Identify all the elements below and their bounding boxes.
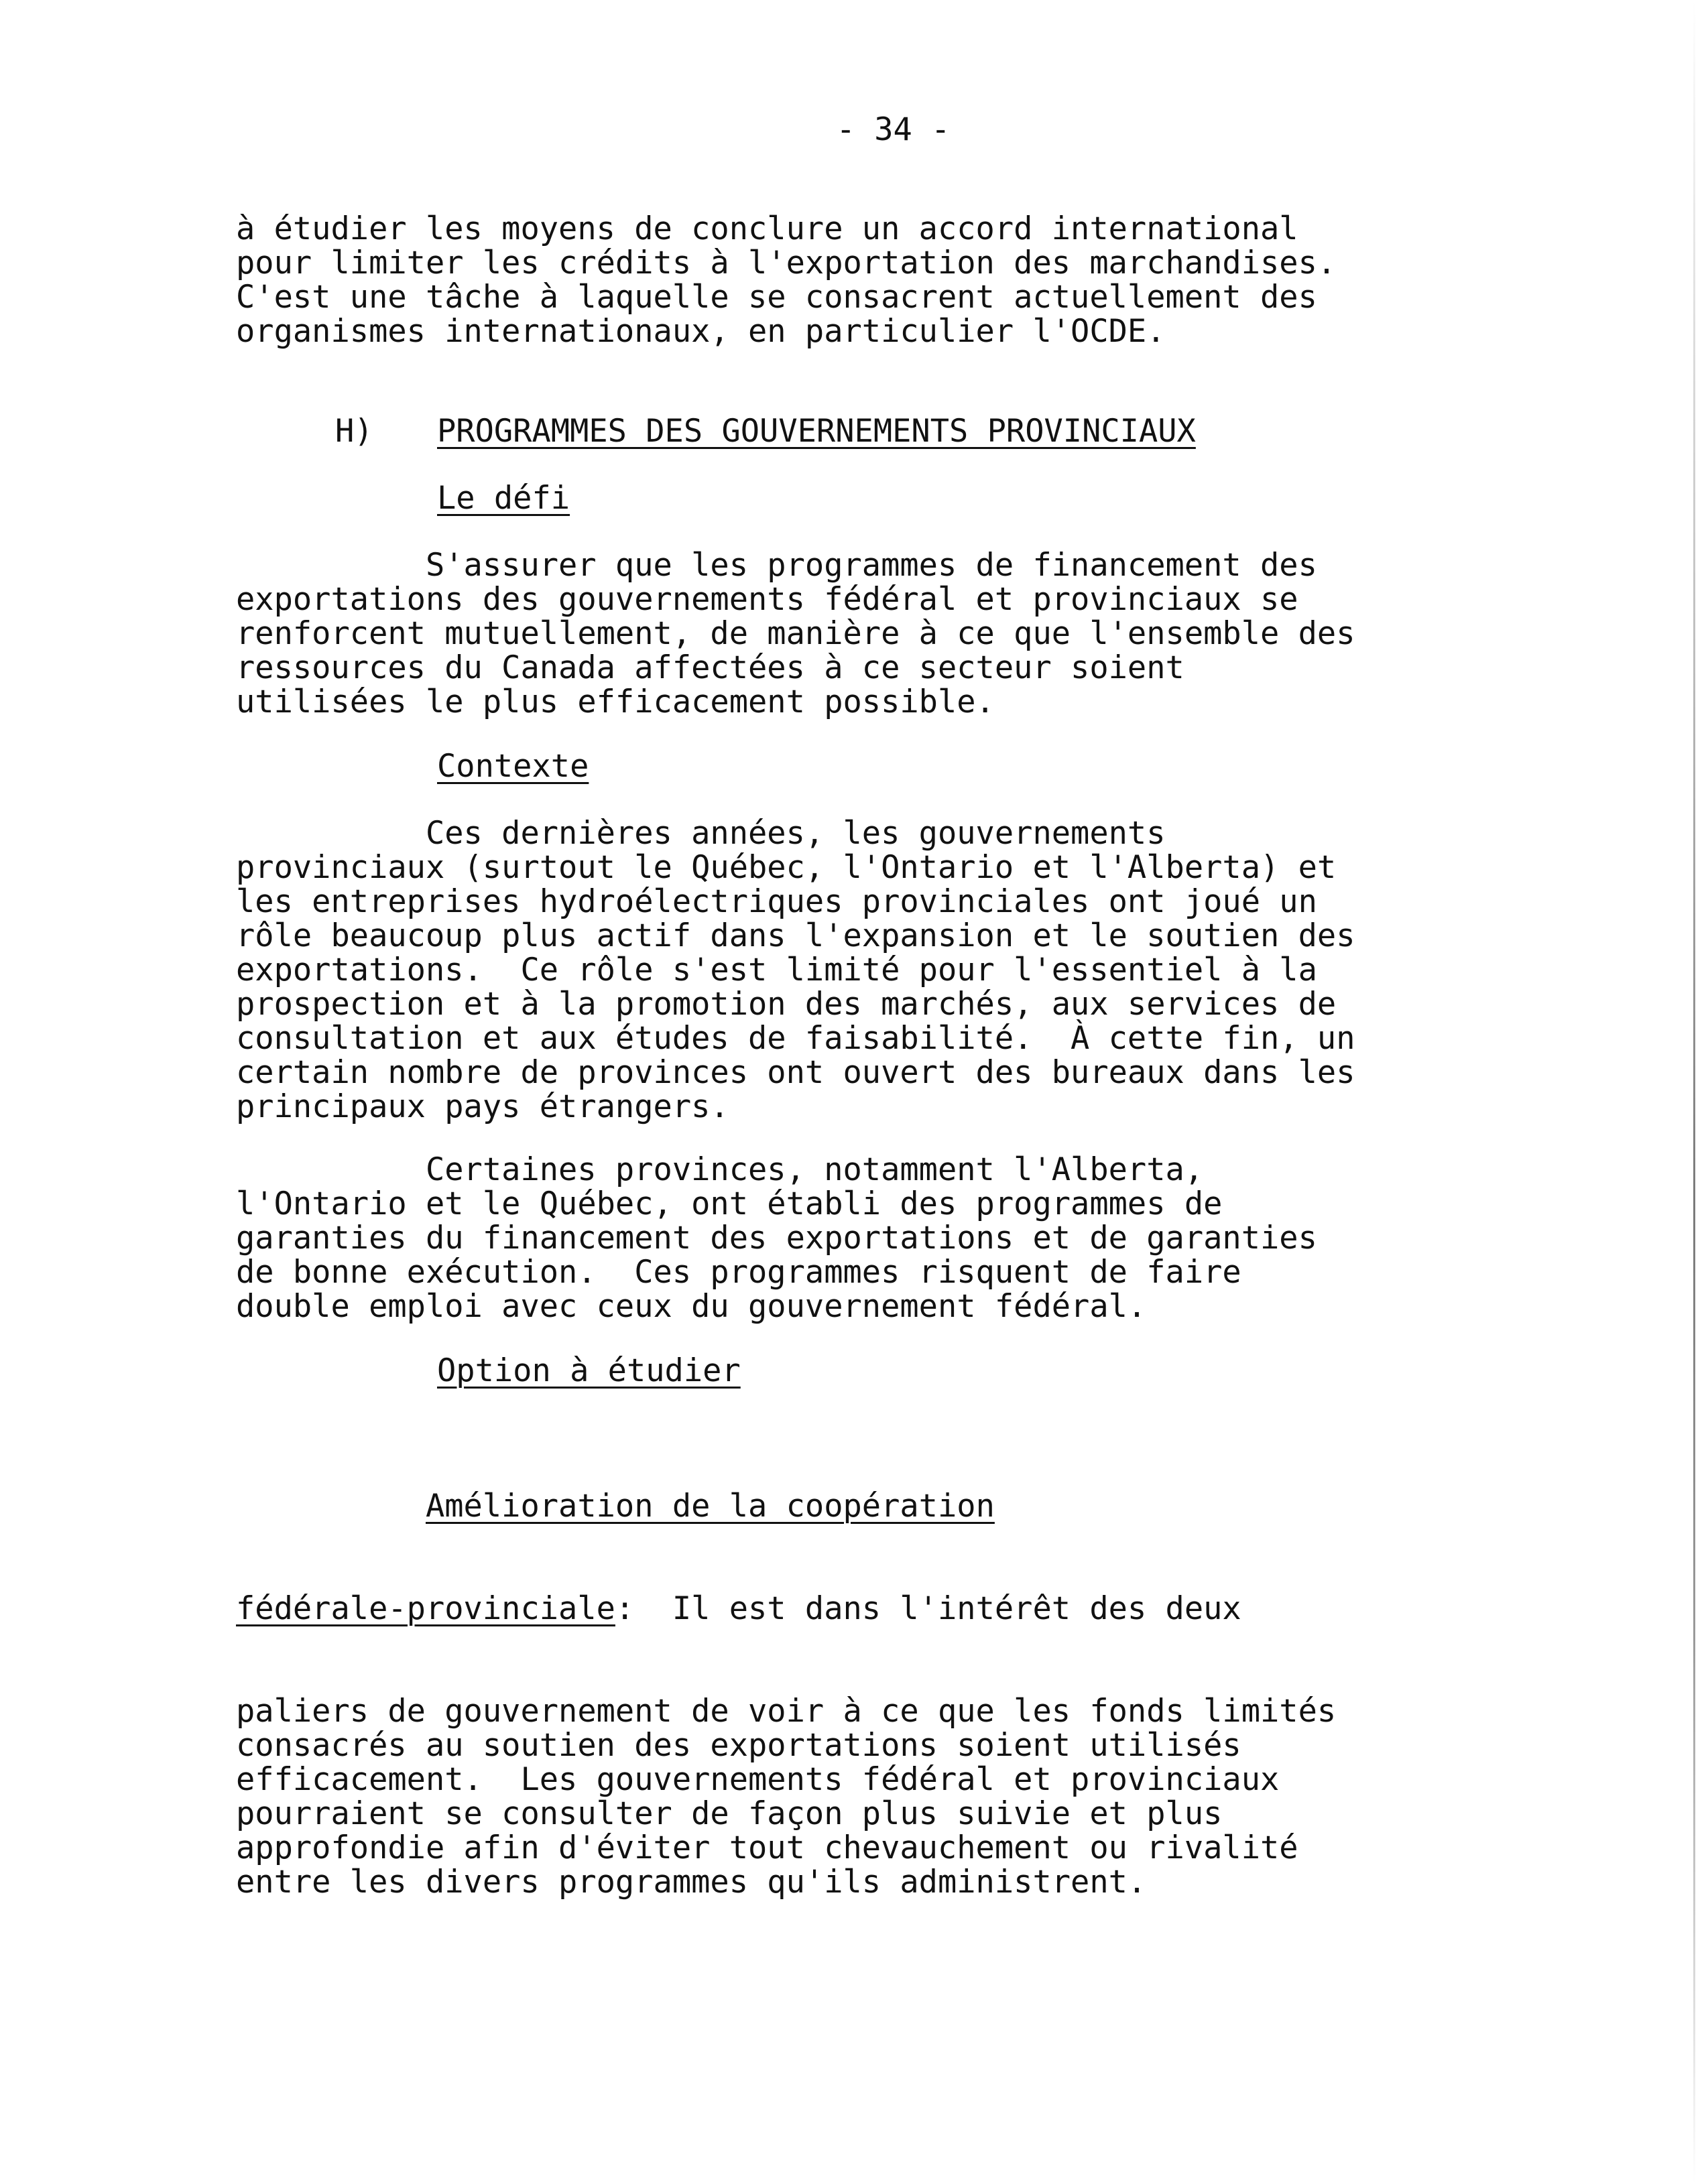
paragraph-option bbox=[236, 1421, 1523, 1968]
paragraph-intro: à étudier les moyens de conclure un accord international pour limiter les crédits à l'exportation des marchandises. C'est une tâche à laquelle se consacrent actuellement des organismes internationaux, en particulier l'OCDE. bbox=[236, 210, 1337, 350]
subheading-contexte: Contexte bbox=[437, 748, 589, 785]
paragraph-contexte-2: Certaines provinces, notamment l'Alberta, l'Ontario et le Québec, ont établi des programmes de garanties du financement des exportations et de garanties de bonne exécution. Ces programmes risquent de faire double emploi avec ceux du gouvernement fédéral. bbox=[236, 1151, 1317, 1325]
page-number: - 34 - bbox=[836, 111, 951, 148]
option-line-2 bbox=[236, 1592, 1523, 1626]
option-line-1 bbox=[236, 1489, 1523, 1523]
section-title: PROGRAMMES DES GOUVERNEMENTS PROVINCIAUX bbox=[437, 413, 1196, 450]
section-letter: H) bbox=[335, 413, 373, 450]
paragraph-defi: S'assurer que les programmes de financement des exportations des gouvernements fédéral et provinciaux se renforcent mutuellement, de manière à ce que l'ensemble des ressources du Canada affectées à ce secteur soient utilisées le plus efficacement possible. bbox=[236, 547, 1355, 720]
option-heading-line-1: Amélioration de la coopération bbox=[425, 1488, 995, 1525]
subheading-defi: Le défi bbox=[437, 480, 570, 517]
option-heading-line-2: fédérale-provinciale bbox=[236, 1590, 615, 1627]
option-line-2-text: : Il est dans l'intérêt des deux bbox=[615, 1590, 1241, 1627]
paragraph-contexte-1: Ces dernières années, les gouvernements provinciaux (surtout le Québec, l'Ontario et l'Alberta) et les entreprises hydroélectriques provinciales ont joué un rôle beaucoup plus actif dans l'expansion et le soutien des exportations. Ce rôle s'est limité pour l'essentiel à la prospection et à la promotion des marchés, aux services de consultation et aux études de faisabilité. À cette fin, un certain nombre de provinces ont ouvert des bureaux dans les principaux pays étrangers. bbox=[236, 815, 1355, 1125]
scan-edge-line bbox=[1693, 0, 1695, 2184]
subheading-option: Option à étudier bbox=[437, 1352, 741, 1389]
option-body: paliers de gouvernement de voir à ce que les fonds limités consacrés au soutien des exportations soient utilisés efficacement. Les gouvernements fédéral et provinciaux pourraient se consulter de façon plus suivie et plus approfondie afin d'éviter tout chevauchement ou rivalité entre les divers programmes qu'ils administrent. bbox=[236, 1693, 1337, 1901]
